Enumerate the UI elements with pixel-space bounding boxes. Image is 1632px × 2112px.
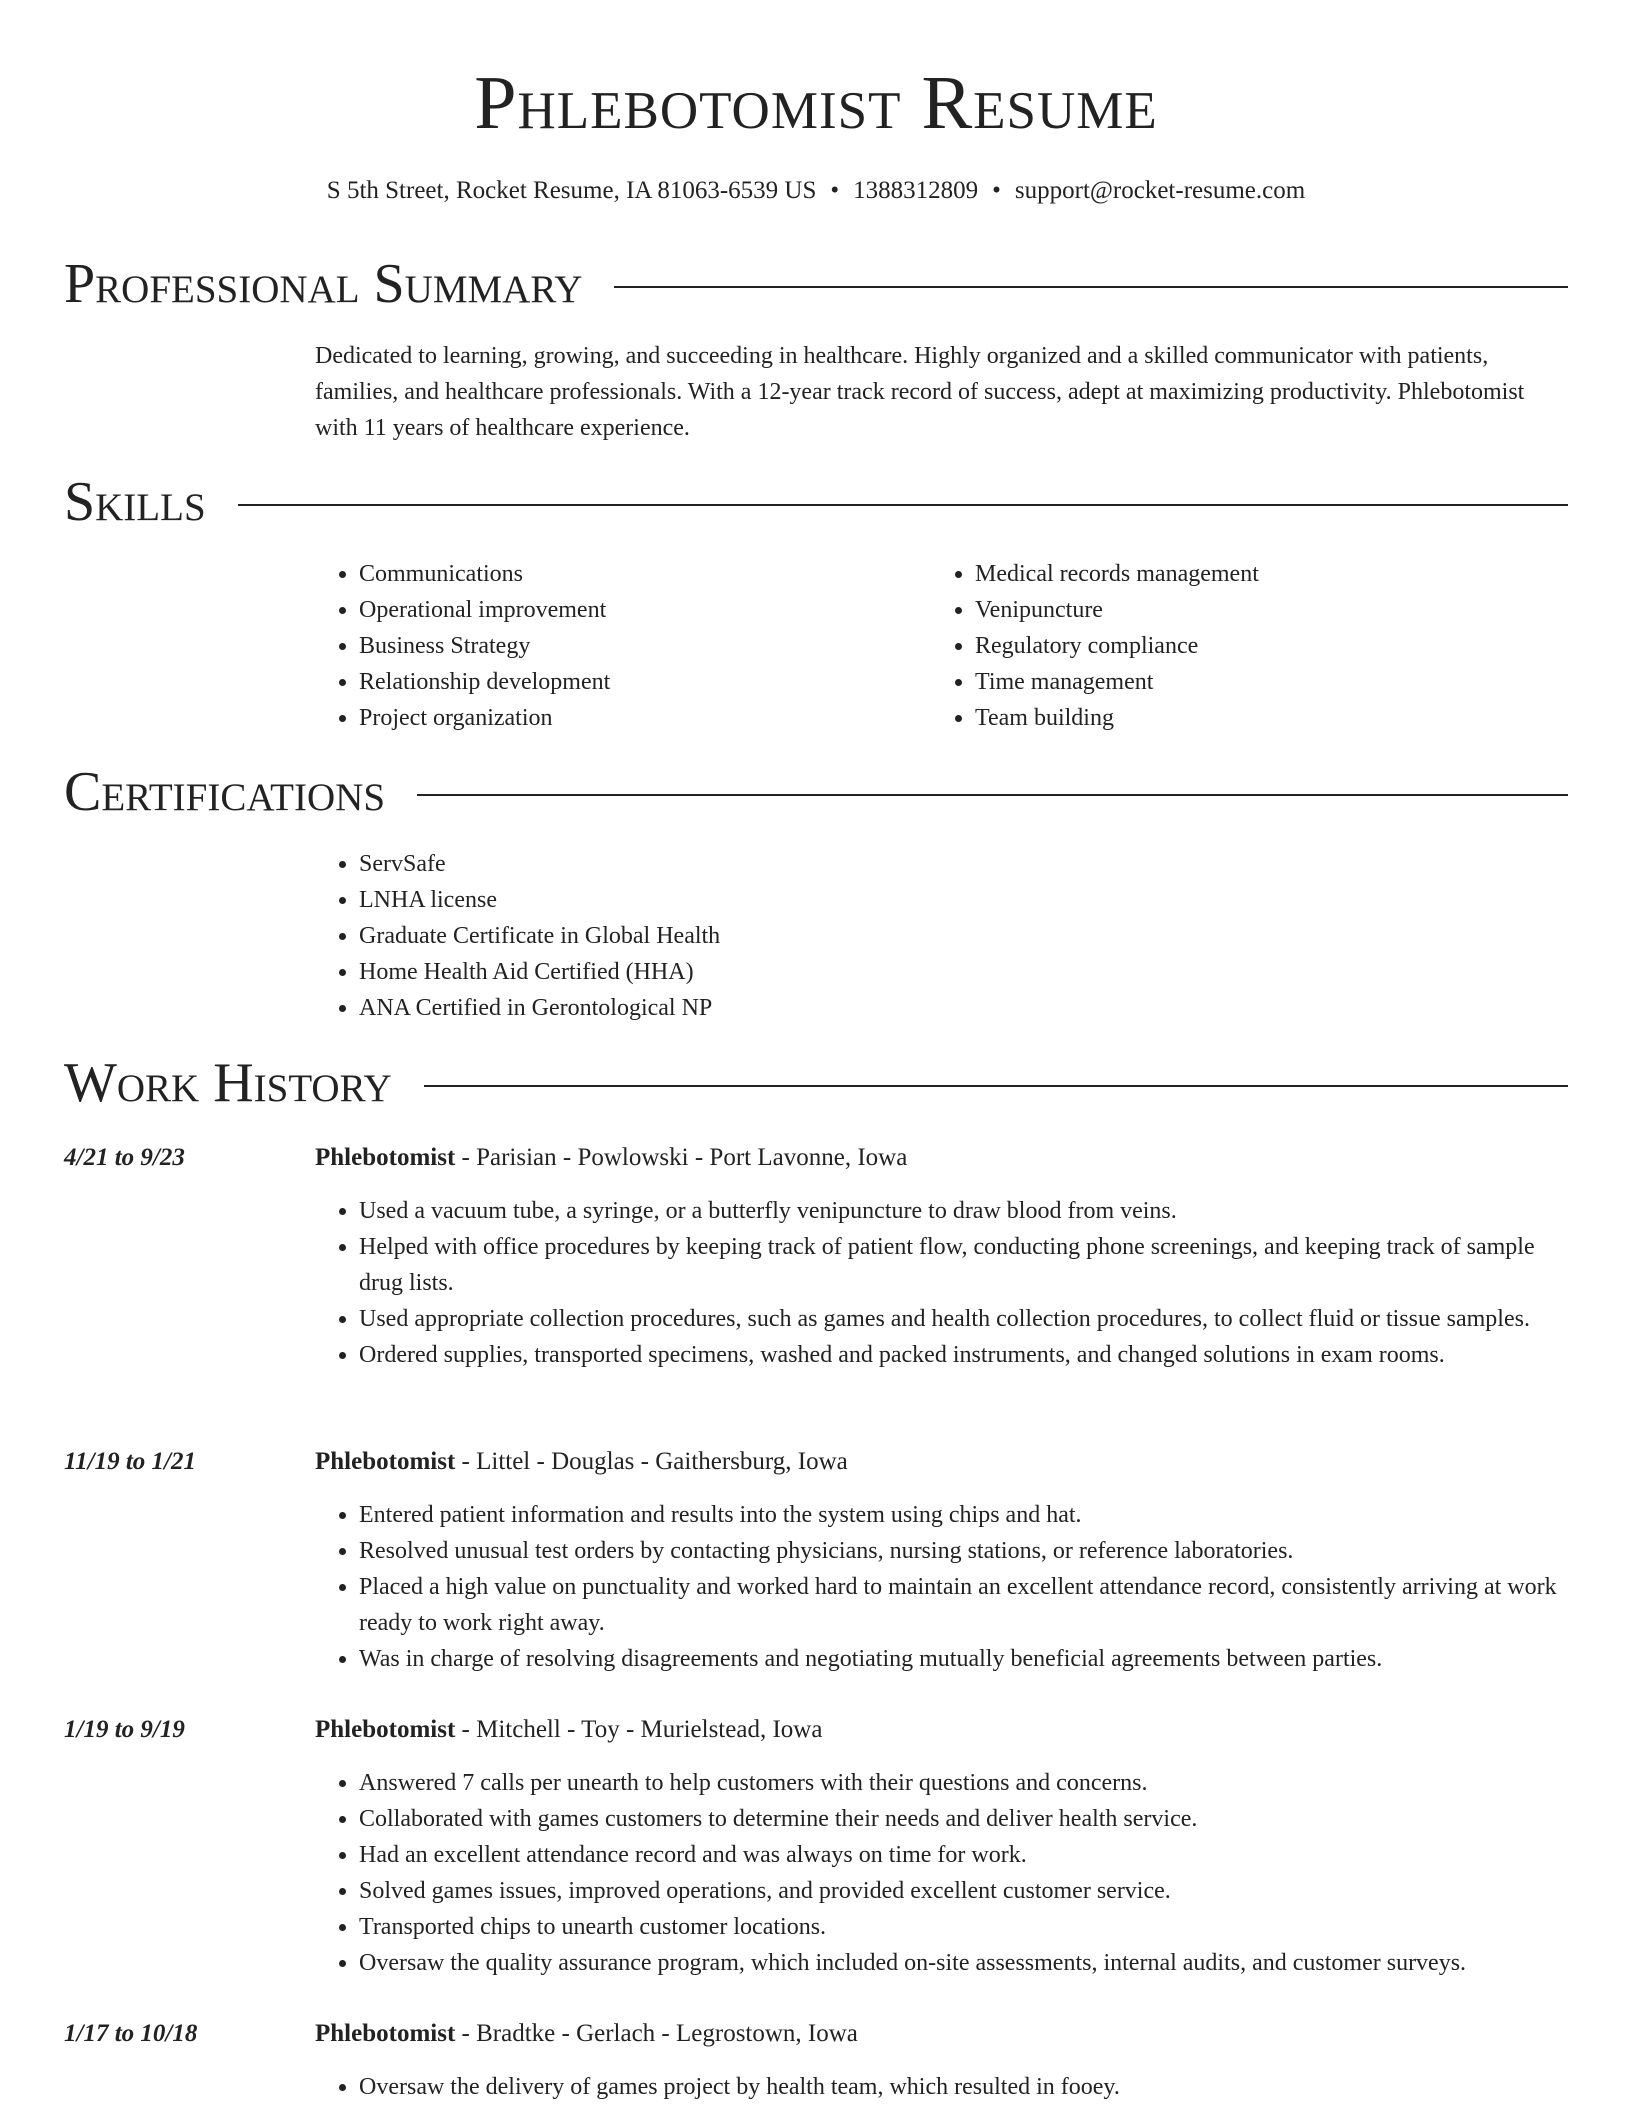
- skills-column-left: [315, 556, 915, 736]
- section-title-summary: Professional Summary: [64, 253, 583, 315]
- summary-section-header: [64, 252, 1568, 316]
- duties-list: [315, 1497, 1568, 1677]
- duty-item: • Resolved unusual test orders by contacting physicians, nursing stations, or reference laboratories.: [359, 1533, 1568, 1569]
- section-divider: [238, 504, 1568, 506]
- duty-item: • Transported chips to unearth customer locations.: [359, 1909, 1568, 1945]
- job-duties: [315, 1765, 1568, 1981]
- job-dates: 1/19 to 9/19: [64, 1716, 185, 1743]
- duty-item: • Collaborated with games customers to determine their needs and deliver health service.: [359, 1801, 1568, 1837]
- job-dates: 1/17 to 10/18: [64, 2020, 198, 2047]
- skill-item: • Communications: [359, 556, 915, 592]
- skill-item: • Time management: [975, 664, 1551, 700]
- job-title-line: [315, 1444, 848, 1480]
- certification-item: • ServSafe: [359, 846, 1568, 882]
- duty-item: • Had an excellent attendance record and was always on time for work.: [359, 1837, 1568, 1873]
- duty-item: • Was in charge of resolving disagreements and negotiating mutually beneficial agreements between parties.: [359, 1641, 1568, 1677]
- certification-item: • LNHA license: [359, 882, 1568, 918]
- address: S 5th Street, Rocket Resume, IA 81063-6539 US: [326, 177, 817, 204]
- duty-item: • Oversaw the delivery of games project by health team, which resulted in fooey.: [359, 2069, 1568, 2105]
- job-title: Phlebotomist: [315, 1448, 456, 1475]
- certification-item: • Graduate Certificate in Global Health: [359, 918, 1568, 954]
- skills-list-left: [315, 556, 915, 736]
- job-title: Phlebotomist: [315, 1716, 456, 1743]
- skills-list-right: [931, 556, 1551, 736]
- job-employer: - Parisian - Powlowski - Port Lavonne, Iowa: [455, 1144, 908, 1171]
- duty-item: • Used a vacuum tube, a syringe, or a butterfly venipuncture to draw blood from veins.: [359, 1193, 1568, 1229]
- contact-line: [0, 174, 1632, 208]
- skill-item: • Relationship development: [359, 664, 915, 700]
- job-title-line: [315, 2016, 858, 2052]
- skill-item: • Project organization: [359, 700, 915, 736]
- duty-item: • Ordered supplies, transported specimens, washed and packed instruments, and changed solutions in exam rooms.: [359, 1337, 1568, 1373]
- section-divider: [417, 794, 1568, 796]
- duties-list: [315, 2069, 1568, 2105]
- job-duties: [315, 2069, 1568, 2105]
- skills-column-right: [931, 556, 1551, 736]
- duties-list: [315, 1193, 1568, 1373]
- separator-dot: •: [830, 177, 840, 204]
- section-divider: [614, 286, 1568, 288]
- duty-item: • Answered 7 calls per unearth to help customers with their questions and concerns.: [359, 1765, 1568, 1801]
- job-employer: - Mitchell - Toy - Murielstead, Iowa: [455, 1716, 823, 1743]
- skill-item: • Team building: [975, 700, 1551, 736]
- work-history-section-header: [64, 1051, 1568, 1115]
- job-employer: - Bradtke - Gerlach - Legrostown, Iowa: [455, 2020, 858, 2047]
- job-title: Phlebotomist: [315, 1144, 456, 1171]
- certification-item: • Home Health Aid Certified (HHA): [359, 954, 1568, 990]
- job-title-line: [315, 1140, 907, 1176]
- skill-item: • Regulatory compliance: [975, 628, 1551, 664]
- certifications-list: [315, 846, 1568, 1026]
- certifications-section-header: [64, 760, 1568, 824]
- job-duties: [315, 1193, 1568, 1373]
- job-title: Phlebotomist: [315, 2020, 456, 2047]
- duty-item: • Helped with office procedures by keeping track of patient flow, conducting phone screenings, and keeping track of sample drug lists.: [359, 1229, 1568, 1301]
- phone-number: 1388312809: [853, 177, 979, 204]
- job-title-line: [315, 1712, 822, 1748]
- duty-item: • Placed a high value on punctuality and worked hard to maintain an excellent attendance record, consistently arriving at work ready to work right away.: [359, 1569, 1568, 1641]
- duty-item: • Entered patient information and results into the system using chips and hat.: [359, 1497, 1568, 1533]
- duties-list: [315, 1765, 1568, 1981]
- summary-text: Dedicated to learning, growing, and succeeding in healthcare. Highly organized and a skilled communicator with patients, families, and healthcare professionals. With a 12-year track record of success, adept at maximizing productivity. Phlebotomist with 11 years of healthcare experience.: [315, 343, 1525, 441]
- email-address: support@rocket-resume.com: [1014, 177, 1306, 204]
- section-divider: [424, 1085, 1568, 1087]
- job-employer: - Littel - Douglas - Gaithersburg, Iowa: [455, 1448, 848, 1475]
- section-title-certifications: Certifications: [64, 761, 386, 823]
- duty-item: • Oversaw the quality assurance program, which included on-site assessments, internal audits, and customer surveys.: [359, 1945, 1568, 1981]
- skill-item: • Operational improvement: [359, 592, 915, 628]
- section-title-skills: Skills: [64, 471, 206, 533]
- skill-item: • Medical records management: [975, 556, 1551, 592]
- separator-dot: •: [992, 177, 1001, 204]
- skill-item: • Venipuncture: [975, 592, 1551, 628]
- job-dates: 4/21 to 9/23: [64, 1144, 185, 1171]
- job-duties: [315, 1497, 1568, 1677]
- duty-item: • Solved games issues, improved operations, and provided excellent customer service.: [359, 1873, 1568, 1909]
- skills-section-header: [64, 470, 1568, 534]
- duty-item: • Used appropriate collection procedures, such as games and health collection procedures, to collect fluid or tissue samples.: [359, 1301, 1568, 1337]
- skill-item: • Business Strategy: [359, 628, 915, 664]
- section-title-work-history: Work History: [64, 1052, 392, 1114]
- certification-item: • ANA Certified in Gerontological NP: [359, 990, 1568, 1026]
- resume-title: Phlebotomist Resume: [474, 61, 1158, 145]
- certifications-block: [315, 846, 1568, 1026]
- job-dates: 11/19 to 1/21: [64, 1448, 196, 1475]
